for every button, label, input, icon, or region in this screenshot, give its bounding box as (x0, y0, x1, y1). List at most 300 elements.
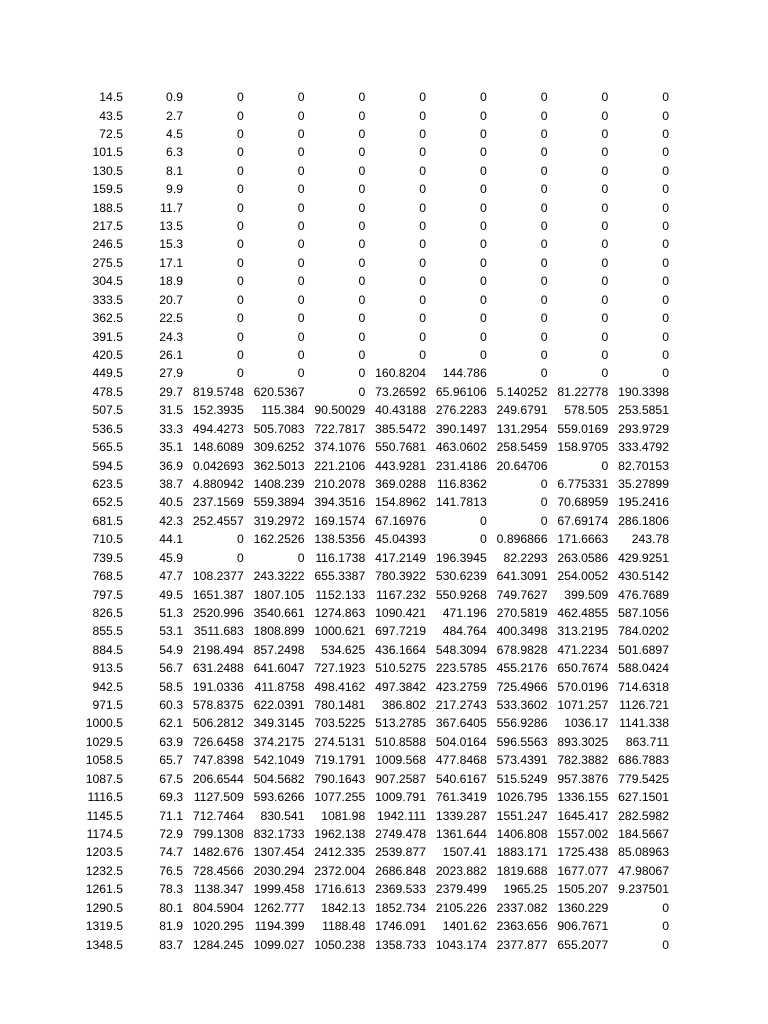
table-cell: 863.711 (625, 734, 669, 749)
table-cell: 1807.105 (253, 587, 305, 602)
table-cell: 650.7674 (557, 661, 609, 676)
table-cell: 0 (662, 237, 669, 252)
table-cell: 542.1049 (253, 753, 305, 768)
table-row (0, 420, 768, 438)
table-cell: 2030.294 (253, 863, 305, 878)
table-cell: 507.5 (92, 403, 123, 418)
table-cell: 749.7627 (496, 587, 548, 602)
table-row (0, 199, 768, 217)
table-cell: 0 (358, 366, 366, 381)
table-cell: 20.64706 (496, 458, 548, 473)
table-cell: 0 (662, 163, 669, 178)
table-cell: 0 (358, 163, 366, 178)
table-cell: 623.5 (92, 476, 123, 491)
table-cell: 217.2743 (435, 698, 487, 713)
table-cell: 0 (601, 458, 609, 473)
table-cell: 0 (662, 311, 669, 326)
table-cell: 40.43188 (375, 403, 426, 418)
table-cell: 190.3398 (618, 384, 669, 399)
table-cell: 0 (358, 145, 366, 160)
table-cell: 2520.996 (192, 605, 244, 620)
table-cell: 957.3876 (557, 771, 609, 786)
table-row (0, 364, 768, 382)
table-cell: 0 (662, 90, 669, 105)
table-cell: 420.5 (92, 348, 123, 363)
table-cell: 1482.676 (192, 845, 244, 860)
table-cell: 349.3145 (253, 716, 305, 731)
table-cell: 67.5 (159, 771, 183, 786)
table-cell: 0 (479, 219, 487, 234)
table-cell: 0 (479, 513, 487, 528)
table-cell: 712.7464 (192, 808, 244, 823)
table-cell: 43.5 (99, 108, 123, 123)
table-cell: 0 (236, 126, 244, 141)
table-cell: 0 (601, 311, 609, 326)
table-cell: 309.6252 (253, 440, 305, 455)
table-cell: 0 (358, 311, 366, 326)
table-cell: 74.7 (159, 845, 183, 860)
table-cell: 138.5356 (314, 532, 366, 547)
table-cell: 0 (601, 329, 609, 344)
table-cell: 14.5 (99, 90, 123, 105)
table-row (0, 475, 768, 493)
table-cell: 0 (236, 163, 244, 178)
table-cell: 144.786 (442, 366, 487, 381)
table-cell: 0 (540, 145, 548, 160)
table-cell: 510.5275 (375, 661, 426, 676)
table-row (0, 438, 768, 456)
table-cell: 2363.656 (496, 919, 548, 934)
table-row (0, 309, 768, 327)
table-cell: 258.5459 (496, 440, 548, 455)
table-cell: 53.1 (159, 624, 183, 639)
table-cell: 73.26592 (375, 384, 426, 399)
table-cell: 0 (236, 182, 244, 197)
table-cell: 471.2234 (557, 642, 609, 657)
table-cell: 1284.245 (192, 937, 244, 952)
table-cell: 0 (601, 145, 609, 160)
table-cell: 0 (601, 200, 609, 215)
table-cell: 0 (358, 90, 366, 105)
table-cell: 6.3 (166, 145, 183, 160)
table-cell: 1557.002 (557, 826, 609, 841)
table-cell: 56.7 (159, 661, 183, 676)
table-row (0, 751, 768, 769)
table-cell: 971.5 (92, 698, 123, 713)
table-cell: 58.5 (159, 679, 183, 694)
table-cell: 550.7681 (375, 440, 426, 455)
table-cell: 362.5 (92, 311, 123, 326)
table-cell: 0 (479, 237, 487, 252)
table-cell: 0 (236, 255, 244, 270)
table-cell: 1099.027 (253, 937, 305, 952)
table-cell: 42.3 (159, 513, 183, 528)
table-cell: 81.9 (159, 919, 183, 934)
table-cell: 0 (419, 348, 426, 363)
table-cell: 246.5 (92, 237, 123, 252)
table-cell: 722.7817 (314, 421, 366, 436)
table-cell: 0 (540, 348, 548, 363)
table-cell: 82.70153 (618, 458, 669, 473)
table-cell: 477.8468 (435, 753, 487, 768)
table-cell: 2023.882 (435, 863, 487, 878)
table-cell: 570.0196 (557, 679, 609, 694)
table-cell: 728.4566 (192, 863, 244, 878)
table-cell: 782.3882 (557, 753, 609, 768)
table-cell: 790.1643 (314, 771, 366, 786)
table-cell: 1050.238 (314, 937, 366, 952)
table-cell: 20.7 (159, 292, 183, 307)
table-cell: 0 (358, 182, 366, 197)
table-cell: 0 (297, 329, 305, 344)
table-cell: 893.3025 (557, 734, 609, 749)
table-cell: 0 (601, 90, 609, 105)
table-cell: 0 (662, 255, 669, 270)
table-cell: 471.196 (442, 605, 487, 620)
table-cell: 0 (540, 126, 548, 141)
table-cell: 1406.808 (496, 826, 548, 841)
table-cell: 0 (601, 237, 609, 252)
table-cell: 0.896866 (496, 532, 548, 547)
table-cell: 60.3 (159, 698, 183, 713)
table-cell: 0 (419, 292, 426, 307)
table-cell: 0 (236, 550, 244, 565)
table-cell: 2.7 (166, 108, 183, 123)
table-cell: 0 (540, 163, 548, 178)
table-cell: 333.5 (92, 292, 123, 307)
table-cell: 942.5 (92, 679, 123, 694)
table-cell: 0 (479, 145, 487, 160)
table-cell: 29.7 (159, 384, 183, 399)
table-cell: 2379.499 (435, 882, 487, 897)
table-cell: 141.7813 (435, 495, 487, 510)
table-cell: 399.509 (564, 587, 609, 602)
table-cell: 655.2077 (557, 937, 609, 952)
table-cell: 0 (297, 200, 305, 215)
table-row (0, 917, 768, 935)
table-cell: 276.2283 (435, 403, 487, 418)
table-cell: 725.4966 (496, 679, 548, 694)
table-cell: 31.5 (159, 403, 183, 418)
table-cell: 51.3 (159, 605, 183, 620)
table-cell: 0 (419, 200, 426, 215)
table-cell: 0 (479, 292, 487, 307)
table-cell: 1505.207 (557, 882, 609, 897)
table-cell: 0 (297, 163, 305, 178)
table-cell: 501.6897 (618, 642, 669, 657)
table-cell: 504.5682 (253, 771, 305, 786)
table-cell: 681.5 (92, 513, 123, 528)
table-cell: 727.1923 (314, 661, 366, 676)
table-cell: 1043.174 (435, 937, 487, 952)
table-cell: 780.1481 (314, 698, 366, 713)
table-cell: 1677.077 (557, 863, 609, 878)
table-cell: 498.4162 (314, 679, 366, 694)
table-cell: 90.50029 (314, 403, 366, 418)
table-cell: 1651.387 (192, 587, 244, 602)
table-cell: 1645.417 (557, 808, 609, 823)
table-cell: 67.16976 (375, 513, 426, 528)
table-cell: 0 (419, 311, 426, 326)
table-cell: 1408.239 (253, 476, 305, 491)
table-cell: 513.2785 (375, 716, 426, 731)
spreadsheet-table (0, 88, 768, 954)
table-cell: 906.7671 (557, 919, 609, 934)
table-cell: 1551.247 (496, 808, 548, 823)
table-cell: 22.5 (159, 311, 183, 326)
table-cell: 282.5982 (618, 808, 669, 823)
table-cell: 243.78 (631, 532, 669, 547)
table-cell: 1116.5 (87, 790, 123, 805)
table-cell: 9.9 (166, 182, 183, 197)
table-cell: 362.5013 (253, 458, 305, 473)
table-cell: 655.3387 (314, 569, 366, 584)
table-cell: 0 (479, 200, 487, 215)
table-row (0, 327, 768, 345)
table-cell: 596.5563 (496, 734, 548, 749)
table-cell: 1009.791 (375, 790, 426, 805)
table-cell: 620.5367 (253, 384, 305, 399)
table-cell: 210.2078 (314, 476, 366, 491)
table-cell: 0 (601, 274, 609, 289)
table-cell: 24.3 (159, 329, 183, 344)
table-cell: 0 (662, 292, 669, 307)
table-cell: 747.8398 (192, 753, 244, 768)
table-row (0, 825, 768, 843)
table-cell: 1071.257 (557, 698, 609, 713)
table-cell: 0 (540, 495, 548, 510)
table-cell: 62.1 (159, 716, 183, 731)
table-cell: 158.9705 (557, 440, 609, 455)
table-cell: 78.3 (159, 882, 183, 897)
table-cell: 530.6239 (435, 569, 487, 584)
table-row (0, 604, 768, 622)
table-cell: 686.7883 (618, 753, 669, 768)
table-cell: 1307.454 (253, 845, 305, 860)
table-cell: 780.3922 (375, 569, 426, 584)
table-cell: 455.2176 (496, 661, 548, 676)
table-cell: 0 (358, 348, 366, 363)
table-cell: 169.1574 (314, 513, 366, 528)
table-cell: 390.1497 (435, 421, 487, 436)
table-cell: 0 (297, 348, 305, 363)
table-cell: 0 (297, 366, 305, 381)
table-cell: 1000.5 (85, 716, 123, 731)
table-cell: 0 (479, 163, 487, 178)
table-cell: 304.5 (92, 274, 123, 289)
table-cell: 739.5 (92, 550, 123, 565)
table-cell: 0 (297, 311, 305, 326)
table-cell: 0 (479, 126, 487, 141)
table-cell: 196.3945 (435, 550, 487, 565)
table-cell: 0 (601, 108, 609, 123)
table-cell: 0 (662, 348, 669, 363)
table-cell: 0 (540, 108, 548, 123)
table-cell: 81.22778 (557, 384, 609, 399)
table-cell: 0 (540, 513, 548, 528)
table-row (0, 714, 768, 732)
table-cell: 3540.661 (253, 605, 305, 620)
table-cell: 0 (540, 476, 548, 491)
table-cell: 1029.5 (85, 734, 123, 749)
table-cell: 714.6318 (618, 679, 669, 694)
table-cell: 913.5 (92, 661, 123, 676)
table-cell: 2337.082 (496, 900, 548, 915)
table-cell: 0 (419, 255, 426, 270)
table-cell: 0 (297, 237, 305, 252)
table-cell: 2377.877 (496, 937, 548, 952)
table-cell: 556.9286 (496, 716, 548, 731)
table-cell: 40.5 (159, 495, 183, 510)
table-cell: 0 (236, 348, 244, 363)
table-cell: 1194.399 (254, 919, 305, 934)
table-cell: 907.2587 (375, 771, 426, 786)
table-cell: 391.5 (92, 329, 123, 344)
table-cell: 0 (236, 292, 244, 307)
table-cell: 1942.111 (376, 808, 426, 823)
table-cell: 1087.5 (85, 771, 123, 786)
table-row (0, 291, 768, 309)
table-cell: 1009.568 (375, 753, 426, 768)
table-cell: 652.5 (92, 495, 123, 510)
table-cell: 1077.255 (314, 790, 366, 805)
table-cell: 18.9 (159, 274, 183, 289)
table-cell: 36.9 (159, 458, 183, 473)
table-cell: 49.5 (159, 587, 183, 602)
table-cell: 641.6047 (253, 661, 305, 676)
table-cell: 534.625 (321, 642, 366, 657)
table-cell: 162.2526 (253, 532, 305, 547)
table-cell: 2686.848 (375, 863, 426, 878)
table-row (0, 806, 768, 824)
table-row (0, 843, 768, 861)
table-cell: 101.5 (92, 145, 123, 160)
table-cell: 588.0424 (618, 661, 669, 676)
table-cell: 154.8962 (375, 495, 426, 510)
table-cell: 0 (540, 366, 548, 381)
table-cell: 2412.335 (314, 845, 366, 860)
table-cell: 797.5 (92, 587, 123, 602)
table-row (0, 493, 768, 511)
table-cell: 2372.004 (314, 863, 366, 878)
table-cell: 1962.138 (314, 826, 366, 841)
table-cell: 0.042693 (192, 458, 244, 473)
table-cell: 0 (358, 219, 366, 234)
table-cell: 1261.5 (85, 882, 123, 897)
table-cell: 1152.133 (315, 587, 366, 602)
table-row (0, 125, 768, 143)
table-cell: 0 (297, 219, 305, 234)
table-row (0, 235, 768, 253)
table-cell: 45.9 (159, 550, 183, 565)
table-cell: 0 (662, 937, 669, 952)
table-cell: 1174.5 (86, 826, 123, 841)
table-cell: 116.8362 (436, 476, 487, 491)
table-cell: 0 (479, 90, 487, 105)
table-cell: 47.98067 (618, 863, 669, 878)
table-cell: 274.5131 (314, 734, 366, 749)
table-cell: 0 (662, 219, 669, 234)
table-cell: 0 (479, 108, 487, 123)
table-cell: 710.5 (92, 532, 123, 547)
table-row (0, 862, 768, 880)
table-cell: 237.1569 (192, 495, 244, 510)
table-cell: 573.4391 (496, 753, 548, 768)
table-row (0, 678, 768, 696)
table-cell: 548.3094 (435, 642, 487, 657)
table-cell: 462.4855 (557, 605, 609, 620)
table-cell: 587.1056 (618, 605, 669, 620)
table-row (0, 585, 768, 603)
table-cell: 1036.17 (564, 716, 609, 731)
table-cell: 249.6791 (496, 403, 548, 418)
table-cell: 0 (419, 274, 426, 289)
table-cell: 0 (419, 108, 426, 123)
table-cell: 160.8204 (375, 366, 426, 381)
table-cell: 5.140252 (496, 384, 548, 399)
table-cell: 429.9251 (618, 550, 669, 565)
table-cell: 0.9 (166, 90, 183, 105)
table-cell: 1058.5 (85, 753, 123, 768)
table-cell: 131.2954 (496, 421, 548, 436)
table-row (0, 935, 768, 953)
table-cell: 0 (540, 311, 548, 326)
table-cell: 0 (662, 126, 669, 141)
table-row (0, 788, 768, 806)
table-cell: 411.8758 (254, 679, 305, 694)
table-cell: 0 (601, 219, 609, 234)
table-cell: 394.3516 (314, 495, 366, 510)
table-cell: 1081.98 (321, 808, 366, 823)
table-cell: 148.6089 (192, 440, 244, 455)
table-cell: 1141.338 (619, 716, 669, 731)
table-cell: 26.1 (159, 348, 183, 363)
table-cell: 0 (236, 90, 244, 105)
table-row (0, 180, 768, 198)
table-cell: 533.3602 (496, 698, 548, 713)
table-cell: 206.6544 (192, 771, 244, 786)
table-cell: 1819.688 (496, 863, 548, 878)
table-cell: 67.69174 (557, 513, 609, 528)
table-cell: 0 (236, 532, 244, 547)
table-cell: 80.1 (159, 900, 183, 915)
table-cell: 832.1733 (253, 826, 305, 841)
table-cell: 504.0164 (435, 734, 487, 749)
table-cell: 0 (297, 145, 305, 160)
table-cell: 0 (236, 108, 244, 123)
table-cell: 0 (297, 550, 305, 565)
table-cell: 494.4273 (192, 421, 244, 436)
table-cell: 0 (236, 311, 244, 326)
table-cell: 1746.091 (375, 919, 426, 934)
table-cell: 85.08963 (618, 845, 669, 860)
table-cell: 0 (297, 126, 305, 141)
table-cell: 678.9828 (496, 642, 548, 657)
table-cell: 69.3 (159, 790, 183, 805)
table-cell: 263.0586 (557, 550, 609, 565)
table-cell: 1360.229 (557, 900, 609, 915)
table-cell: 0 (540, 292, 548, 307)
table-cell: 0 (601, 182, 609, 197)
table-cell: 0 (419, 126, 426, 141)
table-cell: 784.0202 (618, 624, 669, 639)
table-cell: 0 (419, 163, 426, 178)
table-cell: 159.5 (92, 182, 123, 197)
table-cell: 0 (236, 274, 244, 289)
table-cell: 1127.509 (193, 790, 244, 805)
table-cell: 559.0169 (557, 421, 609, 436)
table-cell: 1507.41 (442, 845, 487, 860)
